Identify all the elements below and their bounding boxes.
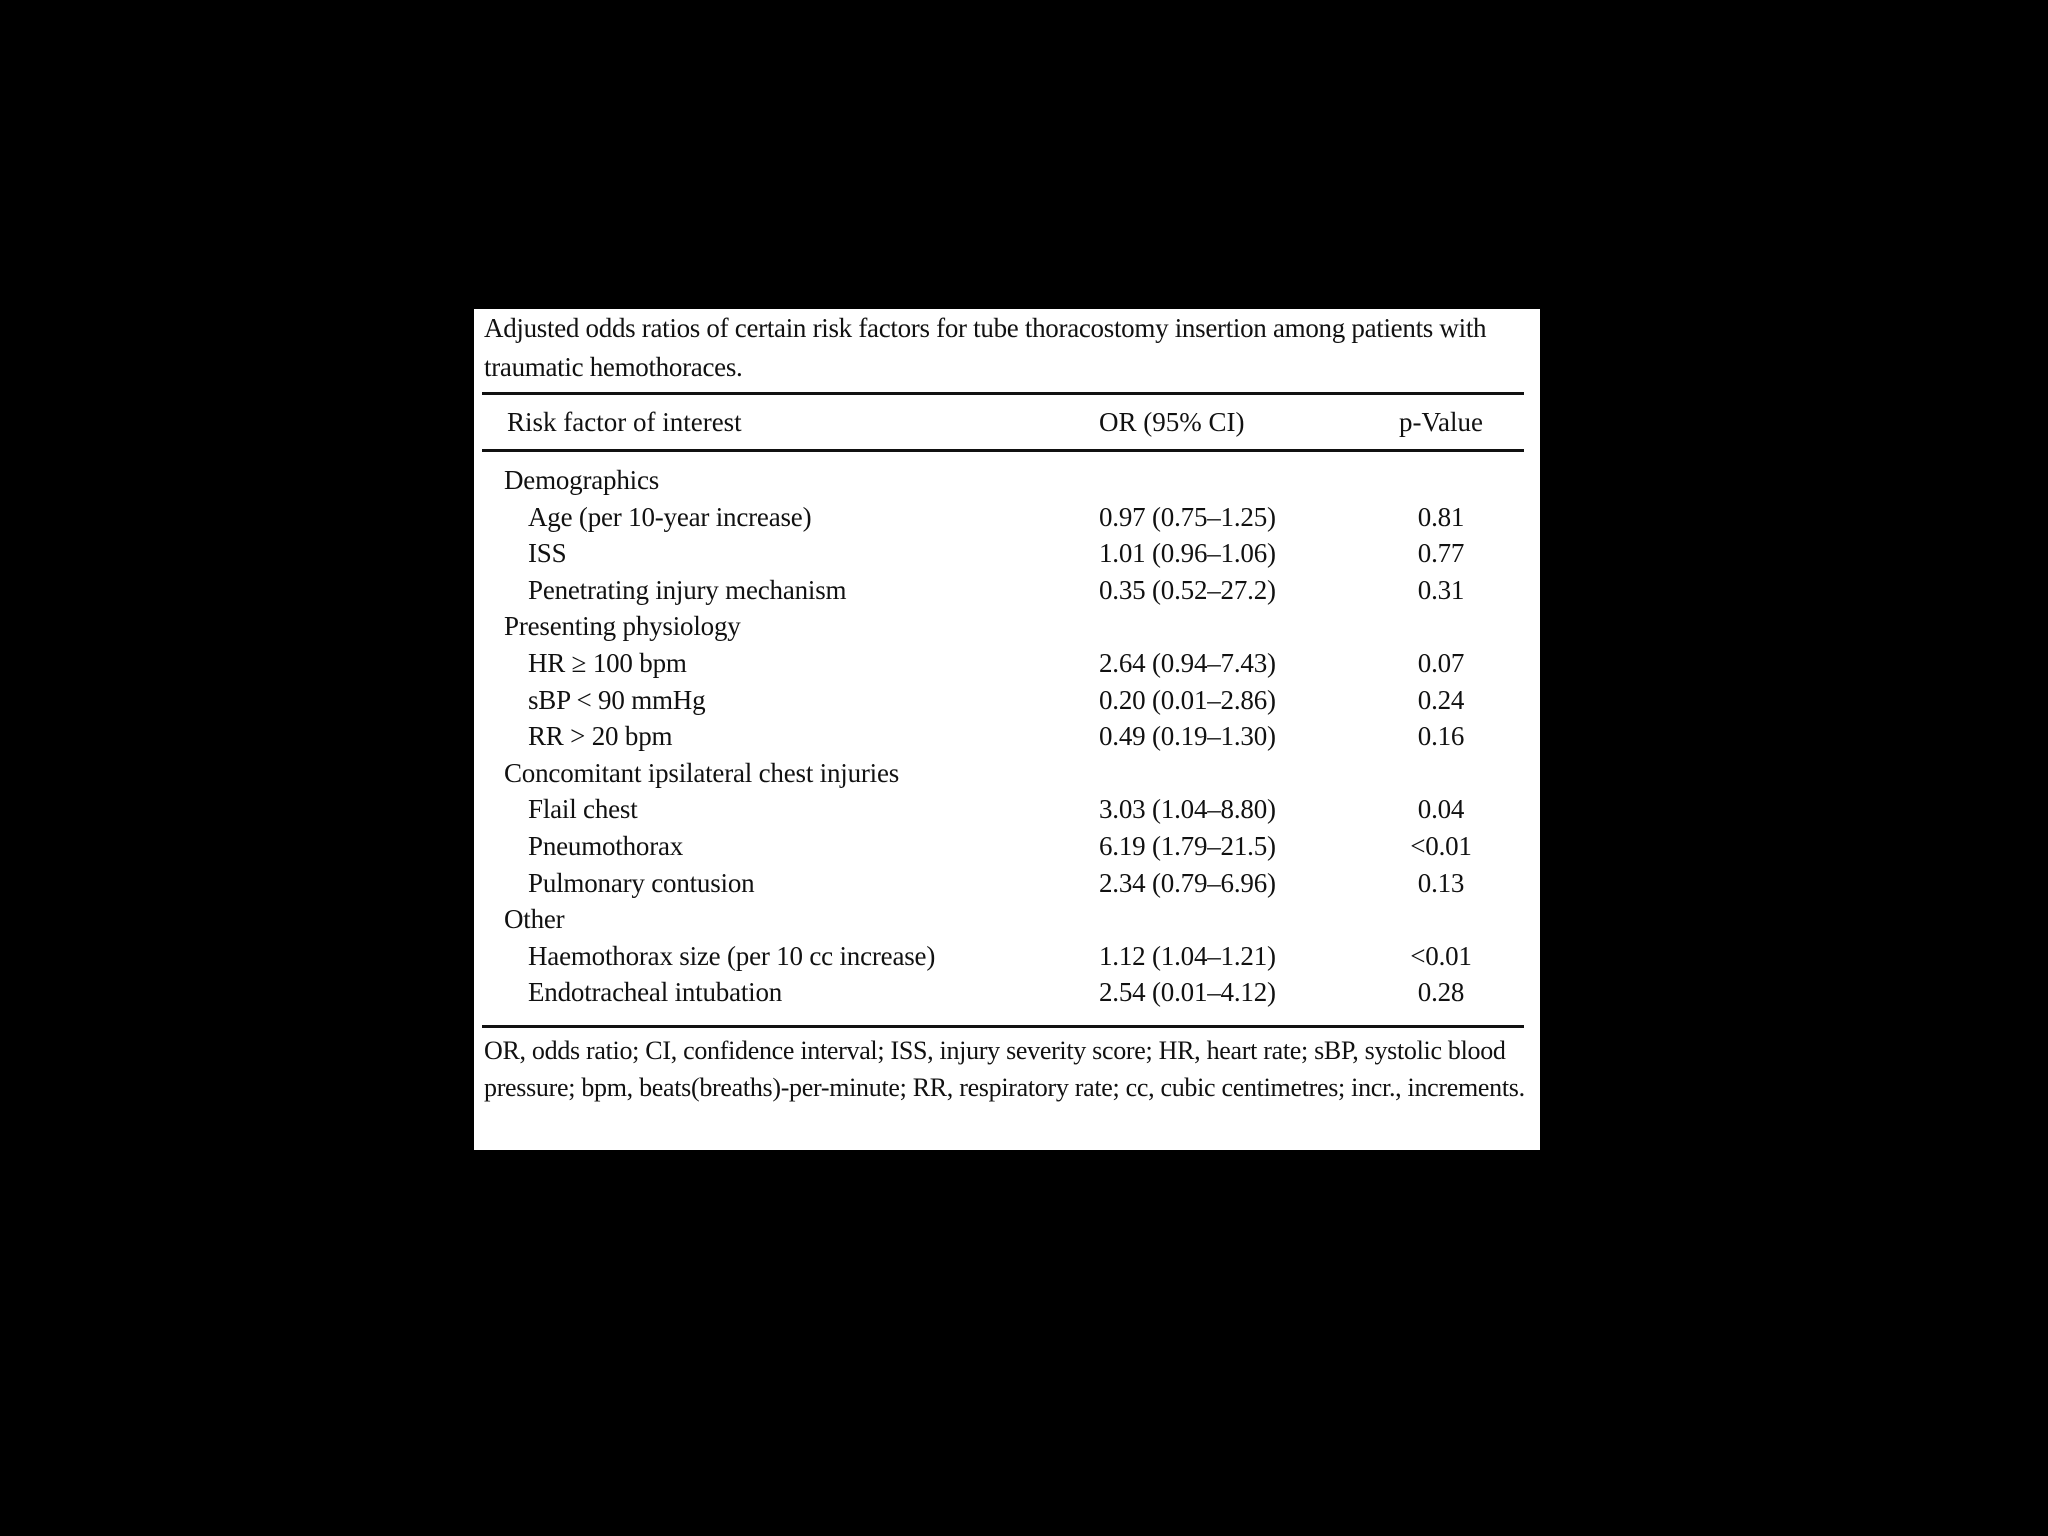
row-label: HR ≥ 100 bpm [528, 647, 687, 678]
table-row [474, 682, 1540, 719]
table-body [474, 462, 1540, 1011]
table-caption: Adjusted odds ratios of certain risk factors for tube thoracostomy insertion among patients with traumatic hemothoraces. [484, 313, 1487, 382]
row-or-ci: 1.01 (0.96–1.06) [1099, 538, 1276, 569]
row-or-ci: 2.64 (0.94–7.43) [1099, 647, 1276, 678]
table-row [474, 535, 1540, 572]
table-footnote: OR, odds ratio; CI, confidence interval; ISS, injury severity score; HR, heart rate; sBP, systolic blood pressure; bpm, beats(breaths)-per-minute; RR, respiratory rate; cc, cubic centimetres; incr., increments. [484, 1036, 1525, 1102]
row-or-ci: 2.34 (0.79–6.96) [1099, 867, 1276, 898]
row-label: Haemothorax size (per 10 cc increase) [528, 940, 936, 971]
table-row [474, 645, 1540, 682]
table-row [474, 865, 1540, 902]
table-row [474, 499, 1540, 536]
table-row-section [474, 755, 1540, 792]
row-or-ci: 2.54 (0.01–4.12) [1099, 977, 1276, 1008]
table-row [474, 938, 1540, 975]
row-label: Pulmonary contusion [528, 867, 755, 898]
row-p-value: 0.77 [1417, 538, 1465, 569]
table-row-section [474, 608, 1540, 645]
row-label: Demographics [504, 465, 660, 495]
row-or-ci: 0.35 (0.52–27.2) [1099, 574, 1276, 605]
table-bottom-rule [482, 1025, 1524, 1028]
document-page [474, 309, 1540, 1150]
row-label: RR > 20 bpm [528, 721, 673, 752]
row-label: Penetrating injury mechanism [528, 574, 847, 605]
row-label: Other [504, 904, 565, 935]
table-row [474, 828, 1540, 865]
row-label: Endotracheal intubation [528, 977, 783, 1008]
row-or-ci: 0.49 (0.19–1.30) [1099, 721, 1276, 752]
row-or-ci: 0.20 (0.01–2.86) [1099, 684, 1276, 715]
table-row-section [474, 901, 1540, 938]
row-p-value: <0.01 [1410, 830, 1472, 861]
table-row-section [474, 462, 1540, 499]
row-p-value: 0.07 [1417, 647, 1465, 678]
table-row [474, 718, 1540, 755]
table-row [474, 974, 1540, 1011]
row-p-value: 0.16 [1417, 721, 1465, 752]
table-row [474, 572, 1540, 609]
row-label: Concomitant ipsilateral chest injuries [504, 757, 900, 788]
table-row [474, 791, 1540, 828]
row-or-ci: 6.19 (1.79–21.5) [1099, 830, 1276, 861]
header-risk-factor: Risk factor of interest [507, 407, 742, 437]
row-p-value: 0.13 [1417, 867, 1465, 898]
row-label: Pneumothorax [528, 830, 684, 861]
table-header-rule [482, 449, 1524, 452]
table-top-rule [482, 392, 1524, 395]
row-label: sBP < 90 mmHg [528, 684, 706, 715]
row-label: Age (per 10-year increase) [528, 501, 812, 532]
row-p-value: 0.28 [1417, 977, 1465, 1008]
row-or-ci: 0.97 (0.75–1.25) [1099, 501, 1276, 532]
row-p-value: 0.31 [1417, 574, 1465, 605]
row-p-value: 0.81 [1417, 501, 1465, 532]
row-or-ci: 1.12 (1.04–1.21) [1099, 940, 1276, 971]
row-label: Presenting physiology [504, 611, 741, 642]
row-label: ISS [528, 538, 567, 569]
row-label: Flail chest [528, 794, 638, 825]
row-or-ci: 3.03 (1.04–8.80) [1099, 794, 1276, 825]
row-p-value: <0.01 [1410, 940, 1472, 971]
row-p-value: 0.24 [1417, 684, 1465, 715]
header-p-value: p-Value [1399, 407, 1483, 437]
header-or-ci: OR (95% CI) [1099, 407, 1245, 437]
row-p-value: 0.04 [1417, 794, 1465, 825]
